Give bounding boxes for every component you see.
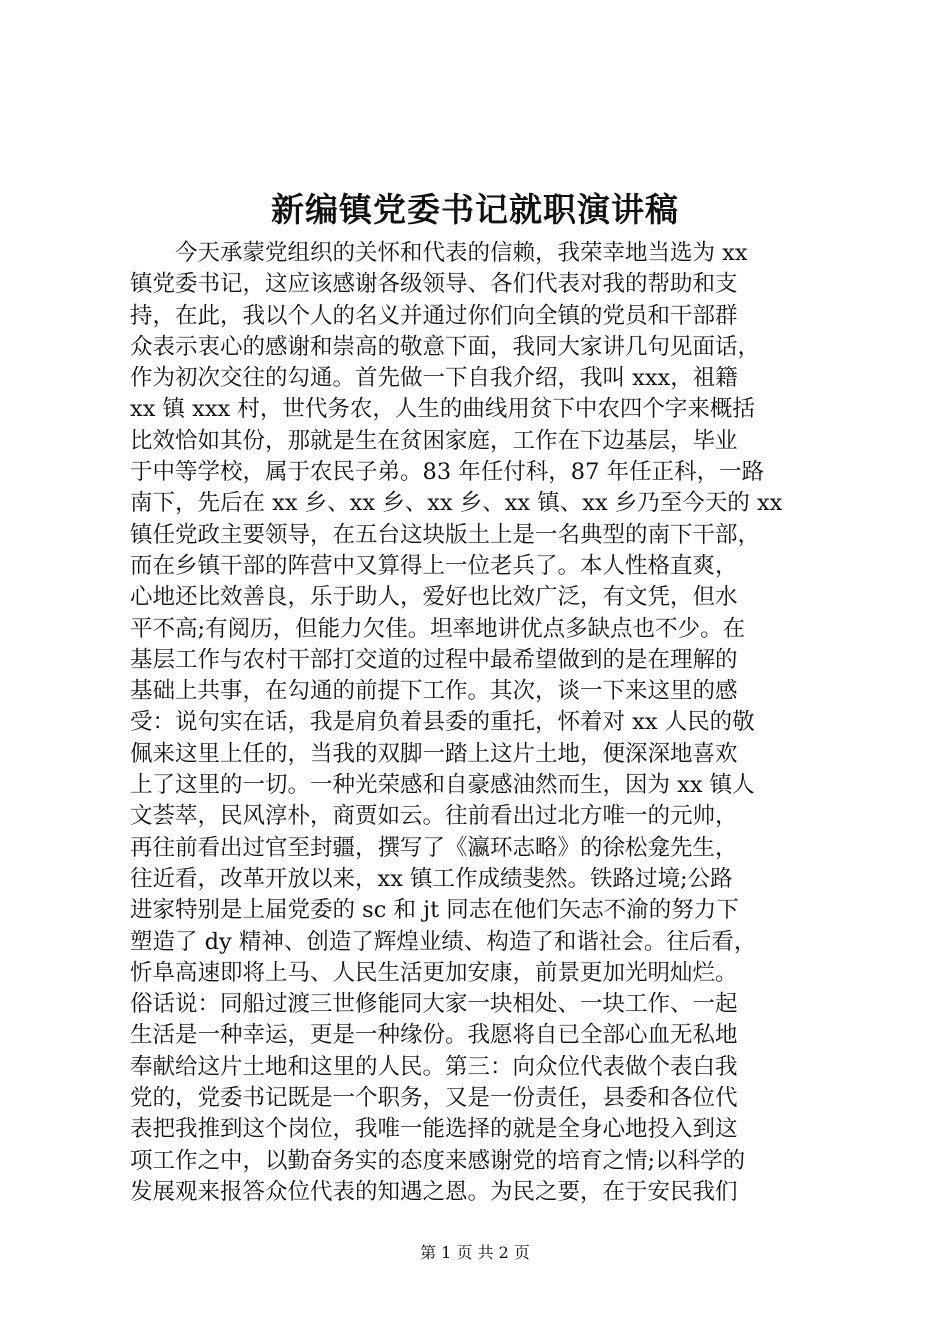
document-title: 新编镇党委书记就职演讲稿	[271, 190, 679, 229]
body-line: 心地还比效善良，乐于助人，爱好也比效广泛，有文凭，但水	[130, 584, 738, 611]
body-line: 忻阜高速即将上马、人民生活更加安康，前景更加光明灿烂。	[130, 959, 738, 986]
body-line: 再往前看出过官至封疆，撰写了《瀛环志略》的徐松龛先生，	[130, 834, 738, 861]
document-body	[130, 238, 830, 1208]
body-line: 文荟萃，民风淳朴，商贾如云。往前看出过北方唯一的元帅，	[130, 803, 738, 830]
body-line: 于中等学校，属于农民子弟。83 年任付科，87 年任正科，一路	[130, 459, 765, 486]
body-line: 往近看，改革开放以来，xx 镇工作成绩斐然。铁路过境;公路	[130, 865, 733, 892]
body-line: 塑造了 dy 精神、创造了辉煌业绩、构造了和谐社会。往后看，	[130, 928, 757, 955]
body-line: 平不高;有阅历，但能力欠佳。坦率地讲优点多缺点也不少。在	[130, 615, 746, 642]
body-line: 今天承蒙党组织的关怀和代表的信赖，我荣幸地当选为 xx	[175, 240, 748, 266]
body-line: 基层工作与农村干部打交道的过程中最希望做到的是在理解的	[130, 646, 738, 673]
body-line: 佩来这里上任的，当我的双脚一踏上这片土地，便深深地喜欢	[130, 740, 738, 767]
page-number-footer: 第 1 页 共 2 页	[420, 1243, 530, 1262]
body-line: 基础上共事，在勾通的前提下工作。其次，谈一下来这里的感	[130, 678, 738, 705]
body-line: 生活是一种幸运，更是一种缘份。我愿将自已全部心血无私地	[130, 1022, 738, 1049]
body-line: 众表示衷心的感谢和崇高的敬意下面，我同大家讲几句见面话，	[130, 333, 761, 360]
body-line: 南下，先后在 xx 乡、xx 乡、xx 乡、xx 镇、xx 乡乃至今天的 xx	[130, 490, 783, 517]
body-line: 上了这里的一切。一种光荣感和自豪感油然而生，因为 xx 镇人	[130, 772, 755, 799]
body-line: 持，在此，我以个人的名义并通过你们向全镇的党员和干部群	[130, 302, 738, 329]
body-line: 作为初次交往的勾通。首先做一下自我介绍，我叫 xxx，祖籍	[130, 365, 738, 392]
body-line: 党的，党委书记既是一个职务，又是一份责任，县委和各位代	[130, 1085, 738, 1112]
body-line: 奉献给这片土地和这里的人民。第三：向众位代表做个表白我	[130, 1053, 738, 1080]
body-line: xx 镇 xxx 村，世代务农，人生的曲线用贫下中农四个字来概括	[130, 396, 755, 423]
body-line: 而在乡镇干部的阵营中又算得上一位老兵了。本人性格直爽，	[130, 552, 738, 579]
body-line: 进家特别是上届党委的 sc 和 jt 同志在他们矢志不渝的努力下	[130, 897, 739, 924]
body-line: 比效恰如其份，那就是生在贫困家庭，工作在下边基层，毕业	[130, 427, 738, 454]
body-line: 项工作之中，以勤奋务实的态度来感谢党的培育之情;以科学的	[130, 1147, 746, 1174]
body-line: 发展观来报答众位代表的知遇之恩。为民之要，在于安民我们	[130, 1178, 738, 1205]
body-line: 俗话说：同船过渡三世修能同大家一块相处、一块工作、一起	[130, 991, 738, 1018]
body-line: 受：说句实在话，我是肩负着县委的重托，怀着对 xx 人民的敬	[130, 709, 755, 736]
body-line: 镇党委书记，这应该感谢各级领导、各们代表对我的帮助和支	[130, 271, 738, 298]
body-line: 镇任党政主要领导，在五台这块版土上是一名典型的南下干部，	[130, 521, 761, 548]
body-line: 表把我推到这个岗位，我唯一能选择的就是全身心地投入到这	[130, 1116, 738, 1143]
